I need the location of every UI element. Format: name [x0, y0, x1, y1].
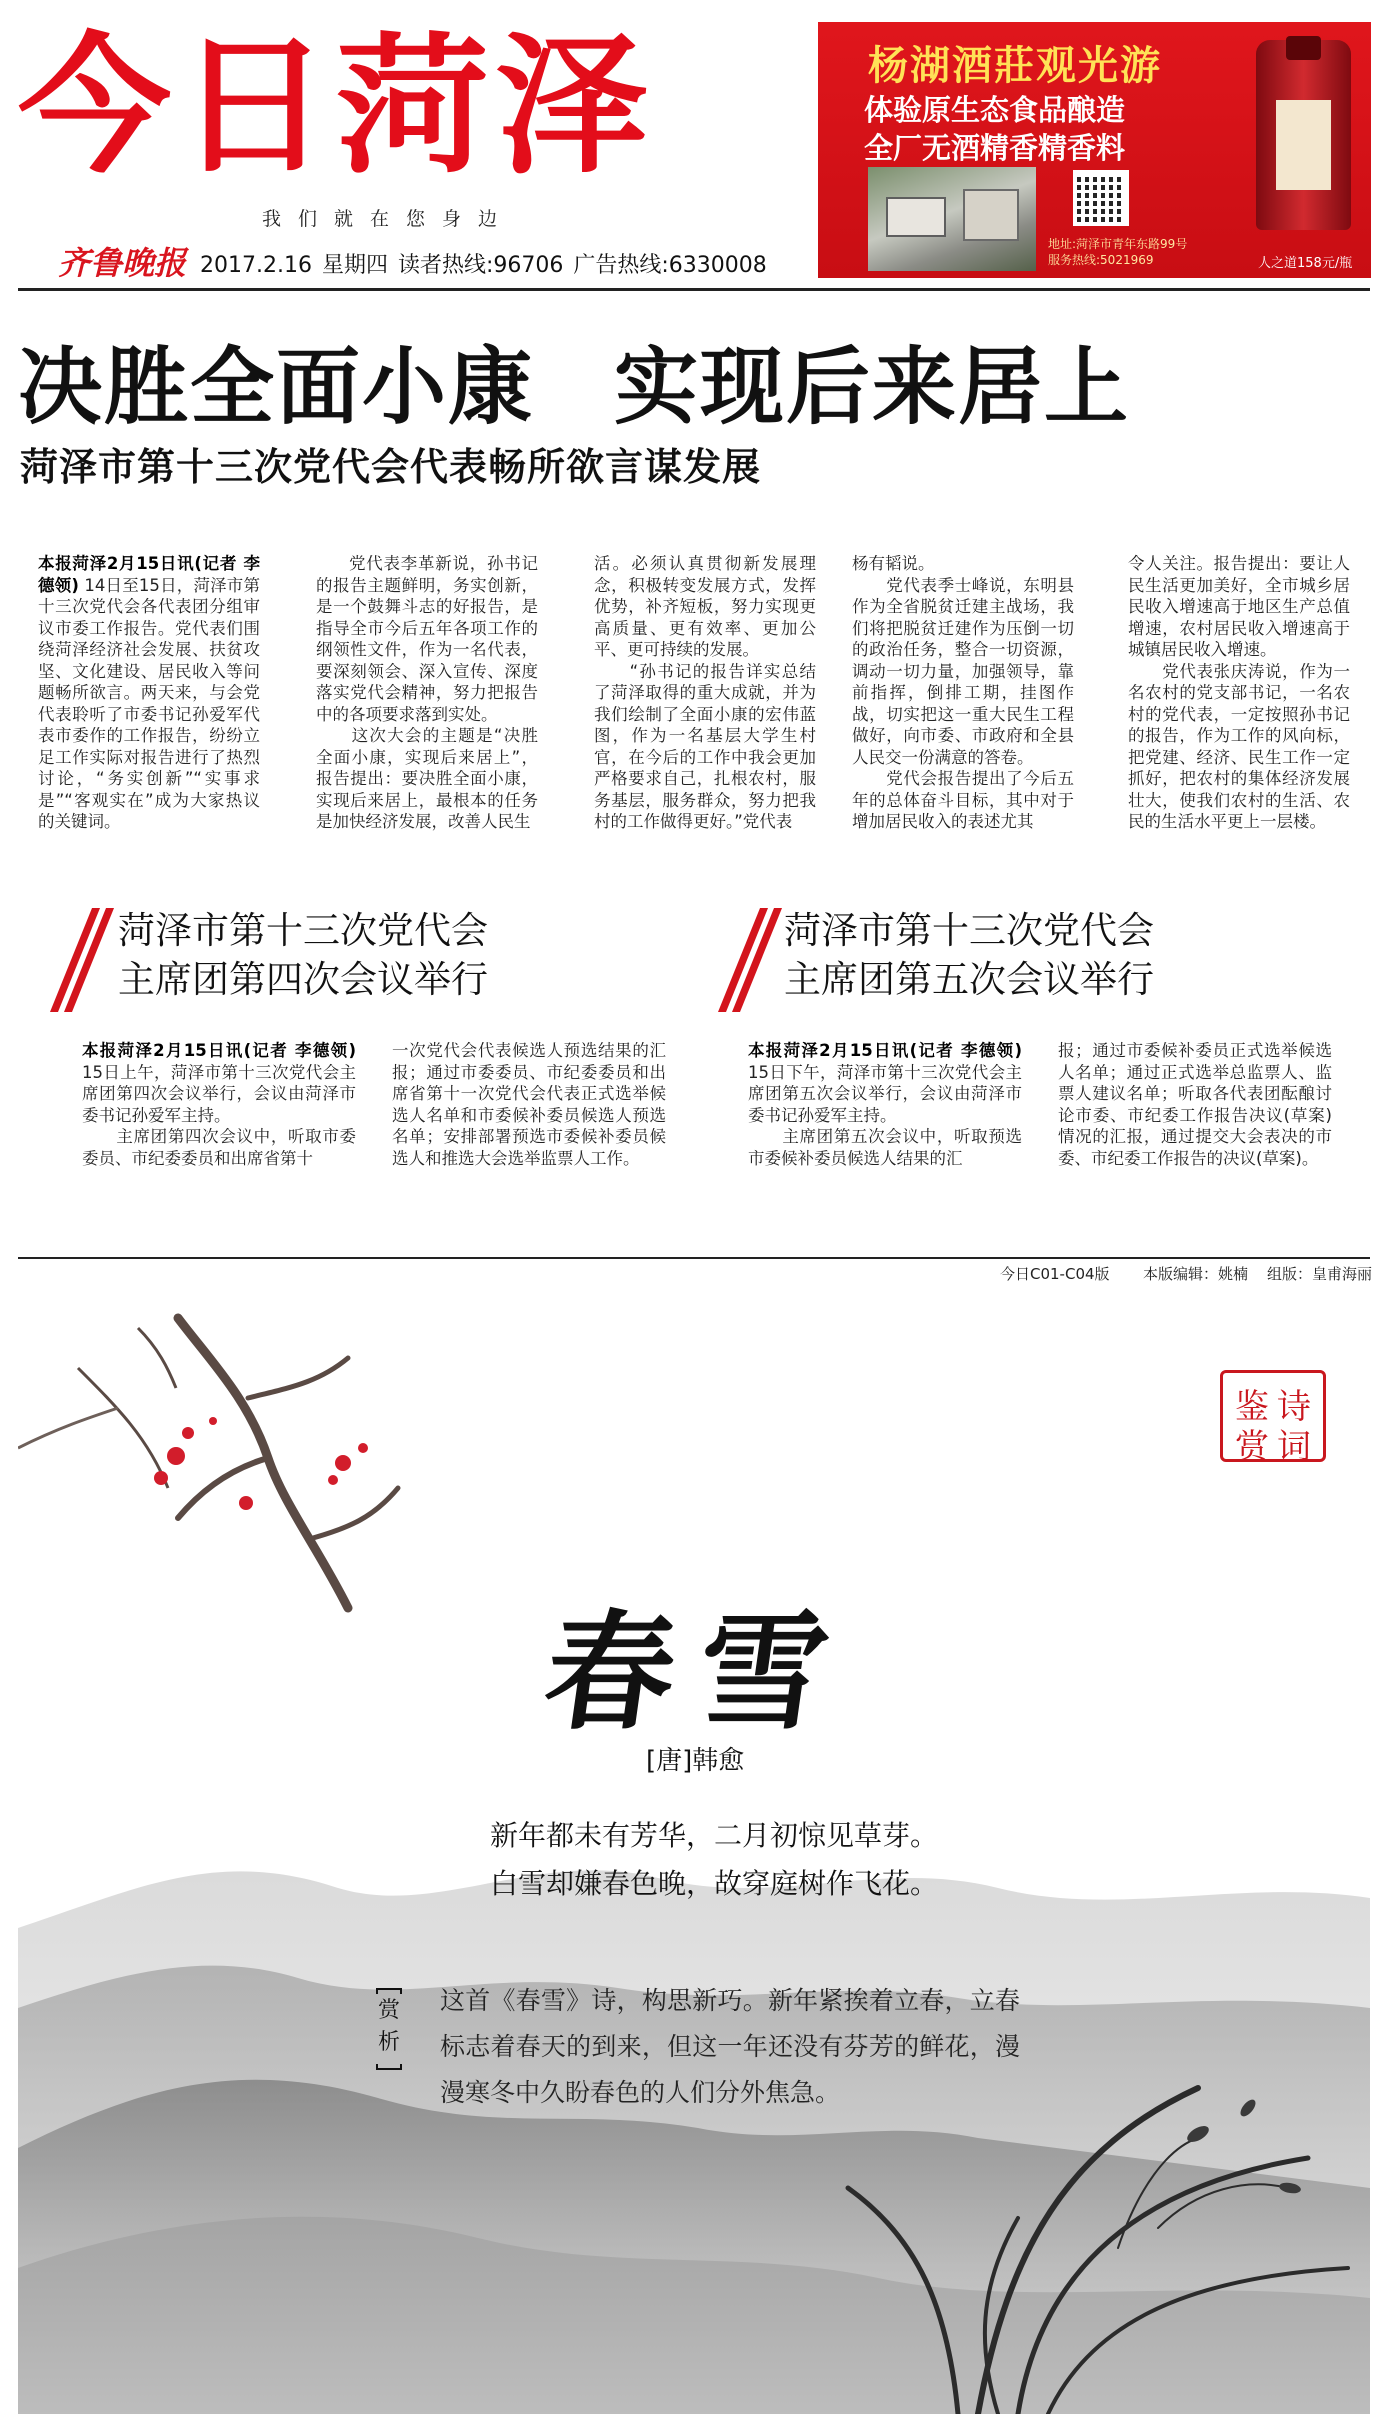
liquor-bottle-icon: [1256, 40, 1351, 230]
headline-part-1: 决胜全面小康: [18, 338, 535, 436]
reader-hotline: 读者热线:96706: [397, 253, 564, 278]
footer-layout: 组版：皇甫海丽: [1267, 1265, 1373, 1283]
ad-line-2: 全厂无酒精香精香料: [864, 131, 1126, 165]
ad-hotline: 广告热线:6330008: [573, 253, 767, 278]
story-right-column-1: 本报菏泽2月15日讯(记者 李德领) 15日下午，菏泽市第十三次党代会主席团第五次会议举行，会议由菏泽市委书记孙爱军主持。 主席团第五次会议中，听取预选市委候补委员候选人结果的汇: [748, 1041, 1022, 1168]
footer-pages: 今日C01-C04版: [1000, 1265, 1110, 1283]
ad-title: 杨湖酒莊观光游: [868, 42, 1162, 89]
story-right-title: 菏泽市第十三次党代会 主席团第五次会议举行: [784, 909, 1154, 1001]
parent-paper-logo: 齐鲁晚报: [58, 244, 187, 282]
masthead-divider: [18, 288, 1370, 291]
masthead-logo: 今日菏泽: [18, 20, 655, 194]
lead-column-3: 活。必须认真贯彻新发展理念，积极转变发展方式，发挥优势，补齐短板，努力实现更高质量、更有效率、更加公平、更可持续的发展。 “孙书记的报告详实总结了菏泽取得的重大成就，并为我们绘制了全面小康的宏伟蓝图，作为一名基层大学生村官，在今后的工作中我会更加严格要求自己，扎根农村，服务基层，服务群众，努力把我村的工作做得更好。”党代表: [594, 554, 816, 831]
story-left-title: 菏泽市第十三次党代会 主席团第四次会议举行: [118, 909, 488, 1001]
poem-title: 春雪: [535, 1598, 862, 1748]
winery-photo: [868, 167, 1036, 271]
story-right-dateline: 本报菏泽2月15日讯(记者 李德领): [748, 1041, 1022, 1060]
story-right-column-2: 报；通过市委候补委员正式选举候选人名单；通过正式选举总监票人、监票人建议名单；听取各代表团酝酿讨论市委、市纪委工作报告决议(草案)情况的汇报，通过提交大会表决的市委、市纪委工作报告的决议(草案)。: [1058, 1041, 1332, 1168]
ad-phone: 服务热线:5021969: [1048, 253, 1154, 267]
lead-column-4: 杨有韬说。 党代表季士峰说，东明县作为全省脱贫迁建主战场，我们将把脱贫迁建作为压倒一切的政治任务，整合一切资源，调动一切力量，加强领导，靠前指挥，倒排工期，挂图作战，切实把这一重大民生工程做好，向市委、市政府和全县人民交一份满意的答卷。 党代会报告提出了今后五年的总体奋斗目标，其中对于增加居民收入的表述尤其: [852, 554, 1074, 831]
main-subheadline: 菏泽市第十三次党代会代表畅所欲言谋发展: [20, 445, 762, 489]
poem-line-2: 白雪却嫌春色晚，故穿庭树作飞花。: [490, 1867, 939, 1900]
qr-code-icon: [1073, 170, 1129, 226]
issue-weekday: 星期四: [321, 253, 388, 278]
issue-date: 2017.2.16: [200, 253, 312, 278]
masthead-info: [200, 248, 777, 279]
masthead-slogan: 我们就在您身边: [262, 208, 515, 230]
poem-author: [唐]韩愈: [646, 1746, 745, 1776]
headline-part-2: 实现后来居上: [614, 338, 1131, 436]
poetry-appreciation-seal: 诗 词 鉴 赏: [1220, 1370, 1326, 1462]
ad-address: 地址:菏泽市青年东路99号: [1048, 237, 1188, 251]
lead-column-1: 本报菏泽2月15日讯(记者 李德领) 14日至15日，菏泽市第十三次党代会各代表团分组审议市委工作报告。党代表们围绕菏泽经济社会发展、扶贫攻坚、文化建设、居民收入等问题畅所欲言。两天来，与会党代表聆听了市委书记孙爱军代表市委作的工作报告，纷纷立足工作实际对报告进行了热烈讨论，“务实创新”“实事求是”“客观实在”成为大家热议的关键词。: [38, 554, 260, 831]
lead-article: [38, 553, 1370, 853]
ad-contact: [1048, 236, 1187, 268]
red-slash-mark: [718, 908, 740, 1012]
page-footer: [1000, 1263, 1372, 1284]
poem-body: [490, 1812, 938, 1908]
appreciation-label: 赏 析: [372, 1988, 406, 2074]
appreciation-text: 这首《春雪》诗，构思新巧。新年紧挨着立春，立春标志着春天的到来，但这一年还没有芬芳的鲜花，漫漫寒冬中久盼春色的人们分外焦急。: [440, 1986, 1020, 2107]
story-left-column-2: 一次党代会代表候选人预选结果的汇报；通过市委委员、市纪委委员和出席省第十一次党代会代表正式选举候选人名单和市委候补委员候选人预选名单；安排部署预选市委候补委员候选人和推选大会选举监票人工作。: [392, 1041, 666, 1168]
advertisement[interactable]: [818, 22, 1371, 278]
ad-line-1: 体验原生态食品酿造: [864, 93, 1126, 127]
lead-column-2: 党代表李革新说，孙书记的报告主题鲜明，务实创新，是一个鼓舞斗志的好报告，是指导全市今后五年各项工作的纲领性文件，作为一名代表，要深刻领会、深入宣传、深度落实党代会精神，努力把报告中的各项要求落到实处。 这次大会的主题是“决胜全面小康，实现后来居上”，报告提出：要决胜全面小康，实现后来居上，最根本的任务是加快经济发展，改善人民生: [316, 554, 538, 831]
story-left-dateline: 本报菏泽2月15日讯(记者 李德领): [82, 1041, 356, 1060]
ad-price: 人之道158元/瓶: [1258, 256, 1353, 271]
main-headline: [18, 320, 1130, 441]
red-slash-mark: [50, 908, 72, 1012]
poem-line-1: 新年都未有芳华，二月初惊见草芽。: [490, 1819, 939, 1852]
lead-dateline: 本报菏泽2月15日讯(记者 李德领): [38, 554, 260, 595]
lead-column-5: 令人关注。报告提出：要让人民生活更加美好，全市城乡居民收入增速高于地区生产总值增速，农村居民收入增速高于城镇居民收入增速。 党代表张庆涛说，作为一名农村的党支部书记，一名农村的党代表，一定按照孙书记的报告，作为工作的风向标，把党建、经济、民生工作一定抓好，把农村的集体经济发展壮大，使我们农村的生活、农民的生活水平更上一层楼。: [1128, 554, 1350, 831]
footer-divider: [18, 1257, 1370, 1259]
footer-editor: 本版编辑：姚楠: [1142, 1265, 1248, 1283]
story-left-column-1: 本报菏泽2月15日讯(记者 李德领) 15日上午，菏泽市第十三次党代会主席团第四次会议举行，会议由菏泽市委书记孙爱军主持。 主席团第四次会议中，听取市委委员、市纪委委员和出席省第十: [82, 1041, 356, 1168]
